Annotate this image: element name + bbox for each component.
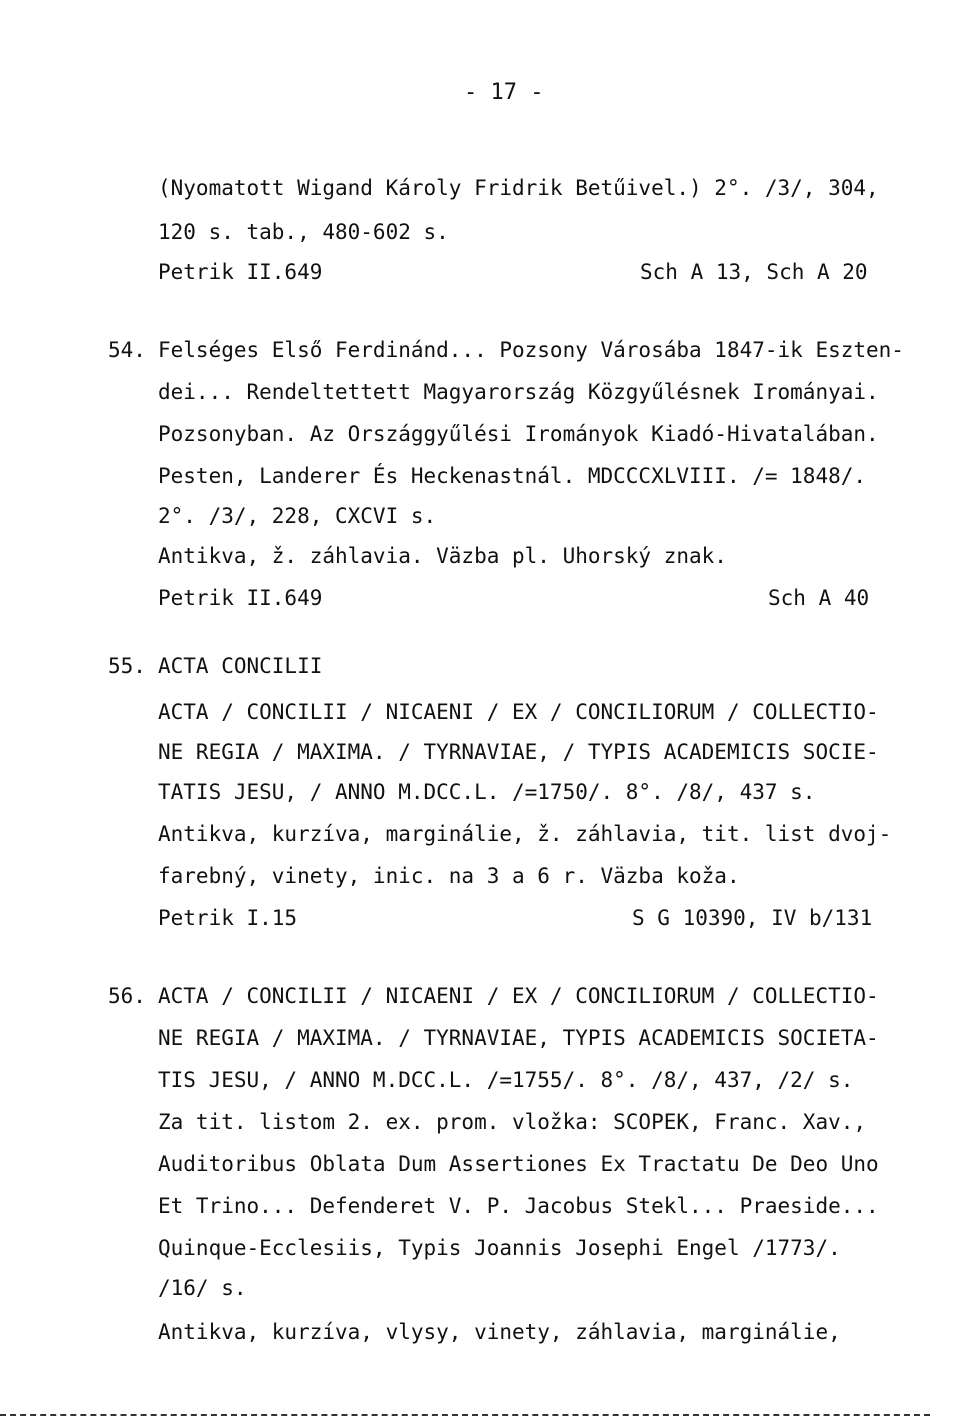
entry-number: 56. (108, 984, 146, 1008)
text-line: Antikva, kurzíva, vlysy, vinety, záhlavia, marginálie, (158, 1320, 841, 1344)
text-line: Quinque-Ecclesiis, Typis Joannis Josephi Engel /1773/. (158, 1236, 841, 1260)
text-line: Auditoribus Oblata Dum Assertiones Ex Tractatu De Deo Uno (158, 1152, 879, 1176)
text-line: Felséges Első Ferdinánd... Pozsony Városába 1847-ik Eszten- (158, 338, 904, 362)
text-line: TIS JESU, / ANNO M.DCC.L. /=1755/. 8°. /8/, 437, /2/ s. (158, 1068, 854, 1092)
text-line: ACTA / CONCILII / NICAENI / EX / CONCILIORUM / COLLECTIO- (158, 700, 879, 724)
entry-number: 55. (108, 654, 146, 678)
page-number: - 17 - (464, 80, 544, 105)
text-line: 120 s. tab., 480-602 s. (158, 220, 449, 244)
text-line: Pozsonyban. Az Országgyűlési Irományok Kiadó-Hivatalában. (158, 422, 879, 446)
reference-left: Petrik I.15 (158, 906, 298, 930)
text-line: Pesten, Landerer És Heckenastnál. MDCCCXLVIII. /= 1848/. (158, 464, 867, 488)
text-line: ACTA CONCILII (158, 654, 323, 678)
text-line: farebný, vinety, inic. na 3 a 6 r. Väzba koža. (158, 864, 740, 888)
reference-right: Sch A 40 (768, 586, 870, 610)
text-line: Antikva, ž. záhlavia. Väzba pl. Uhorský znak. (158, 544, 727, 568)
reference-left: Petrik II.649 (158, 260, 323, 284)
text-line: Et Trino... Defenderet V. P. Jacobus Stekl... Praeside... (158, 1194, 879, 1218)
text-line: (Nyomatott Wigand Károly Fridrik Betűivel.) 2°. /3/, 304, (158, 176, 879, 200)
text-line: NE REGIA / MAXIMA. / TYRNAVIAE, / TYPIS ACADEMICIS SOCIE- (158, 740, 879, 764)
text-line: Za tit. listom 2. ex. prom. vložka: SCOPEK, Franc. Xav., (158, 1110, 867, 1134)
text-line: ACTA / CONCILII / NICAENI / EX / CONCILIORUM / COLLECTIO- (158, 984, 879, 1008)
reference-right: Sch A 13, Sch A 20 (640, 260, 868, 284)
reference-left: Petrik II.649 (158, 586, 323, 610)
text-line: dei... Rendeltettett Magyarország Közgyűlésnek Irományai. (158, 380, 879, 404)
text-line: TATIS JESU, / ANNO M.DCC.L. /=1750/. 8°. /8/, 437 s. (158, 780, 816, 804)
text-line: NE REGIA / MAXIMA. / TYRNAVIAE, TYPIS ACADEMICIS SOCIETA- (158, 1026, 879, 1050)
text-line: /16/ s. (158, 1276, 247, 1300)
text-line: 2°. /3/, 228, CXCVI s. (158, 504, 437, 528)
reference-right: S G 10390, IV b/131 (632, 906, 873, 930)
text-line: Antikva, kurzíva, marginálie, ž. záhlavia, tit. list dvoj- (158, 822, 892, 846)
entry-number: 54. (108, 338, 146, 362)
bottom-rule (0, 1414, 930, 1416)
